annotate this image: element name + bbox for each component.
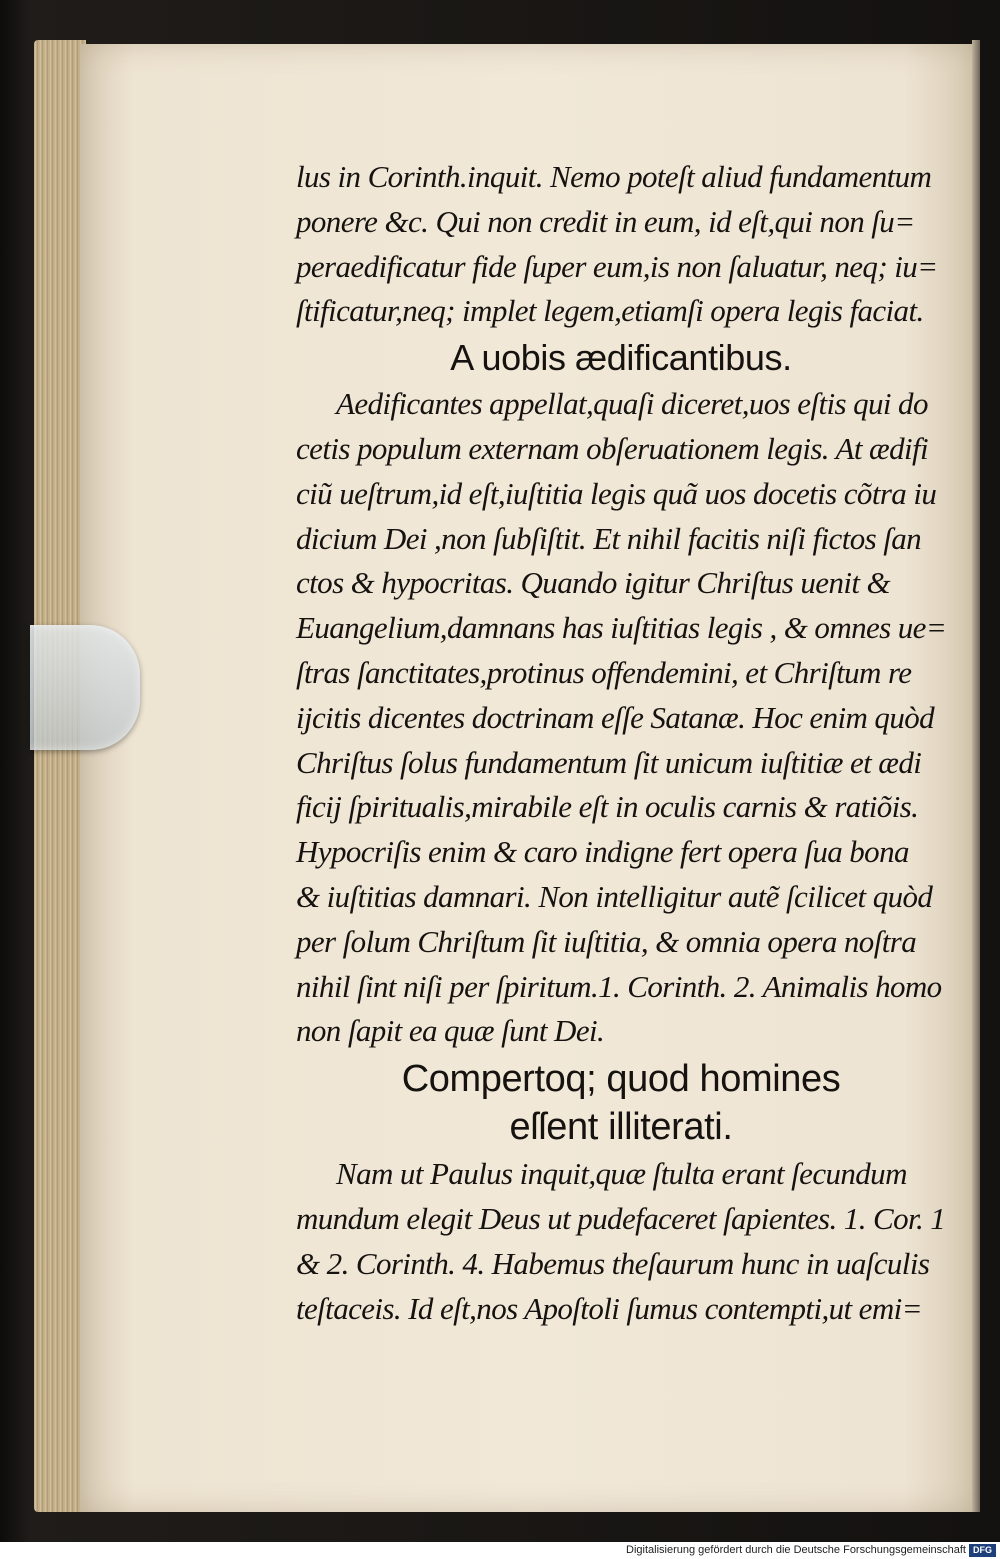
text-line: ſtificatur,neq; implet legem,etiamſi opera legis faciat. xyxy=(296,293,924,329)
funding-credit: Digitalisierung gefördert durch die Deutsche Forschungsgemeinschaft xyxy=(626,1544,966,1556)
text-line: ficij ſpiritualis,mirabile eſt in oculis carnis & ratiõis. xyxy=(296,789,919,825)
text-line: ctos & hypocritas. Quando igitur Chriſtus uenit & xyxy=(296,565,891,601)
text-line: cetis populum externam obſeruationem legis. At ædifi xyxy=(296,430,929,466)
text-line: Hypocriſis enim & caro indigne fert opera ſua bona xyxy=(296,834,909,870)
footer-bar xyxy=(0,1542,1000,1559)
text-line: teſtaceis. Id eſt,nos Apoſtoli ſumus contempti,ut emi= xyxy=(296,1290,922,1326)
text-line: mundum elegit Deus ut pudefaceret ſapientes. 1. Cor. 1 xyxy=(296,1200,946,1236)
text-line: non ſapit ea quæ ſunt Dei. xyxy=(296,1013,605,1049)
text-line: ſtras ſanctitates,protinus offendemini, et Chriſtum re xyxy=(296,654,912,690)
section-heading: A uobis ædificantibus. xyxy=(450,337,792,379)
text-line: Chriſtus ſolus fundamentum ſit unicum iuſtitiæ et ædi xyxy=(296,744,922,780)
text-line: & 2. Corinth. 4. Habemus theſaurum hunc in uaſculis xyxy=(296,1245,930,1281)
text-line: ciũ ueſtrum,id eſt,iuſtitia legis quã uos docetis cõtra iu xyxy=(296,475,937,511)
page-gutter-shadow xyxy=(972,40,980,1512)
text-line: nihil ſint niſi per ſpiritum.1. Corinth. 2. Animalis homo xyxy=(296,968,942,1004)
section-heading: eſſent illiterati. xyxy=(509,1106,733,1149)
text-line: Euangelium,damnans has iuſtitias legis , & omnes ue= xyxy=(296,610,947,646)
text-line: Aedificantes appellat,quaſi diceret,uos eſtis qui do xyxy=(336,386,928,422)
text-line: ijcitis dicentes doctrinam eſſe Satanæ. Hoc enim quòd xyxy=(296,699,935,735)
page-text xyxy=(296,155,946,1331)
text-line: per ſolum Chriſtum ſit iuſtitia, & omnia opera noſtra xyxy=(296,923,917,959)
text-line: & iuſtitias damnari. Non intelligitur autẽ ſcilicet quòd xyxy=(296,878,933,914)
page-clip xyxy=(30,625,140,750)
text-line: lus in Corinth.inquit. Nemo poteſt aliud fundamentum xyxy=(296,159,932,194)
text-line: ponere &c. Qui non credit in eum, id eſt,qui non ſu= xyxy=(296,203,915,239)
text-line: peraedificatur fide ſuper eum,is non ſaluatur, neq; iu= xyxy=(296,248,938,284)
text-line: Nam ut Paulus inquit,quæ ſtulta erant ſecundum xyxy=(336,1156,907,1192)
section-heading: Compertoq; quod homines xyxy=(401,1058,841,1101)
dfg-logo-icon: DFG xyxy=(969,1544,996,1557)
book-page-edges xyxy=(34,40,86,1512)
text-line: dicium Dei ,non ſubſiſtit. Et nihil facitis niſi fictos ſan xyxy=(296,520,922,556)
